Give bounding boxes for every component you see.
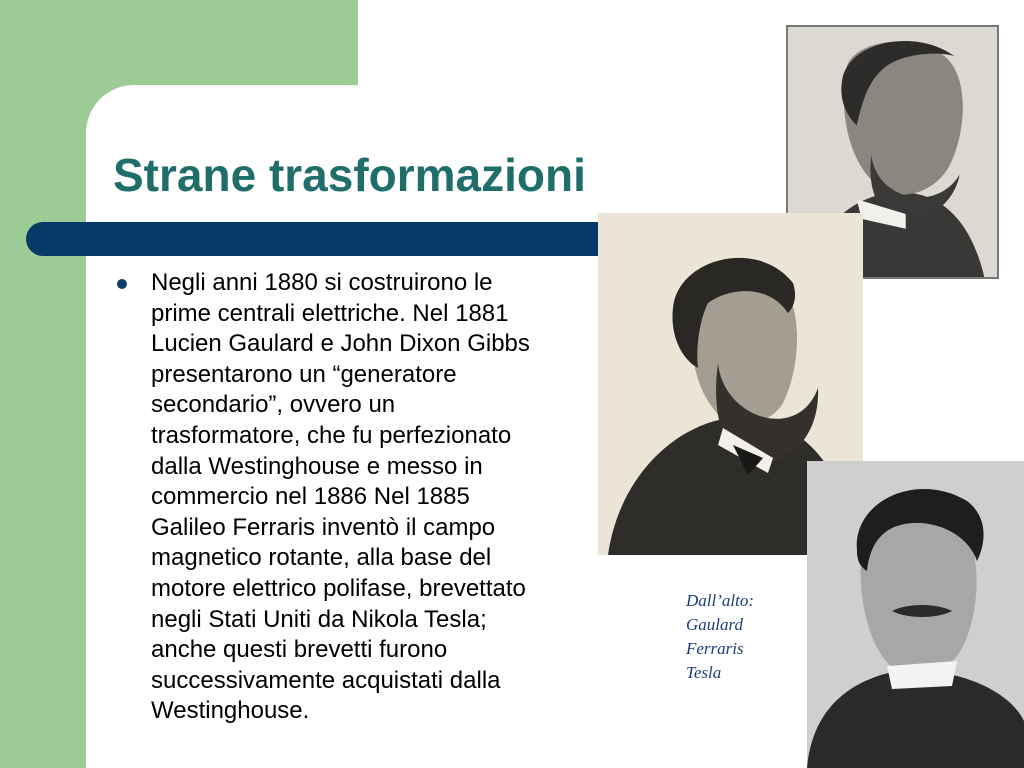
photo-caption: [686, 589, 754, 685]
bullet-line: Negli anni 1880 si costruirono le: [151, 269, 493, 296]
caption-line: Gaulard: [686, 615, 743, 634]
bullet-line: trasformatore, che fu perfezionato: [151, 421, 512, 449]
bullet-line: commercio nel 1886 Nel 1885: [151, 483, 470, 511]
caption-line: Dall’alto:: [686, 591, 754, 610]
bullet-line: secondario”, ovvero un: [151, 391, 396, 419]
bullet-line: negli Stati Uniti da Nikola Tesla;: [151, 605, 487, 633]
bullet-line: magnetico rotante, alla base del: [151, 544, 492, 572]
bullet-line: anche questi brevetti furono: [151, 636, 448, 664]
bullet-dot: [117, 279, 127, 289]
bullet-line: dalla Westinghouse e messo in: [151, 452, 483, 480]
bullet-line: presentarono un “generatore: [151, 360, 457, 388]
title-divider-bar: [26, 222, 676, 256]
bullet-line: Lucien Gaulard e John Dixon Gibbs: [151, 330, 530, 358]
slide-title: Strane trasformazioni: [113, 149, 586, 201]
bullet-line: Westinghouse.: [151, 697, 310, 725]
caption-line: Tesla: [686, 663, 722, 682]
portrait-photo-tesla: [807, 461, 1024, 768]
bullet-line: successivamente acquistati dalla: [151, 666, 501, 694]
caption-line: Ferraris: [686, 639, 744, 658]
bullet-line: prime centrali elettriche. Nel 1881: [151, 299, 509, 327]
bullet-line: motore elettrico polifase, brevettato: [151, 574, 526, 602]
bullet-text: [151, 268, 606, 727]
bullet-line: Galileo Ferraris inventò il campo: [151, 513, 496, 541]
